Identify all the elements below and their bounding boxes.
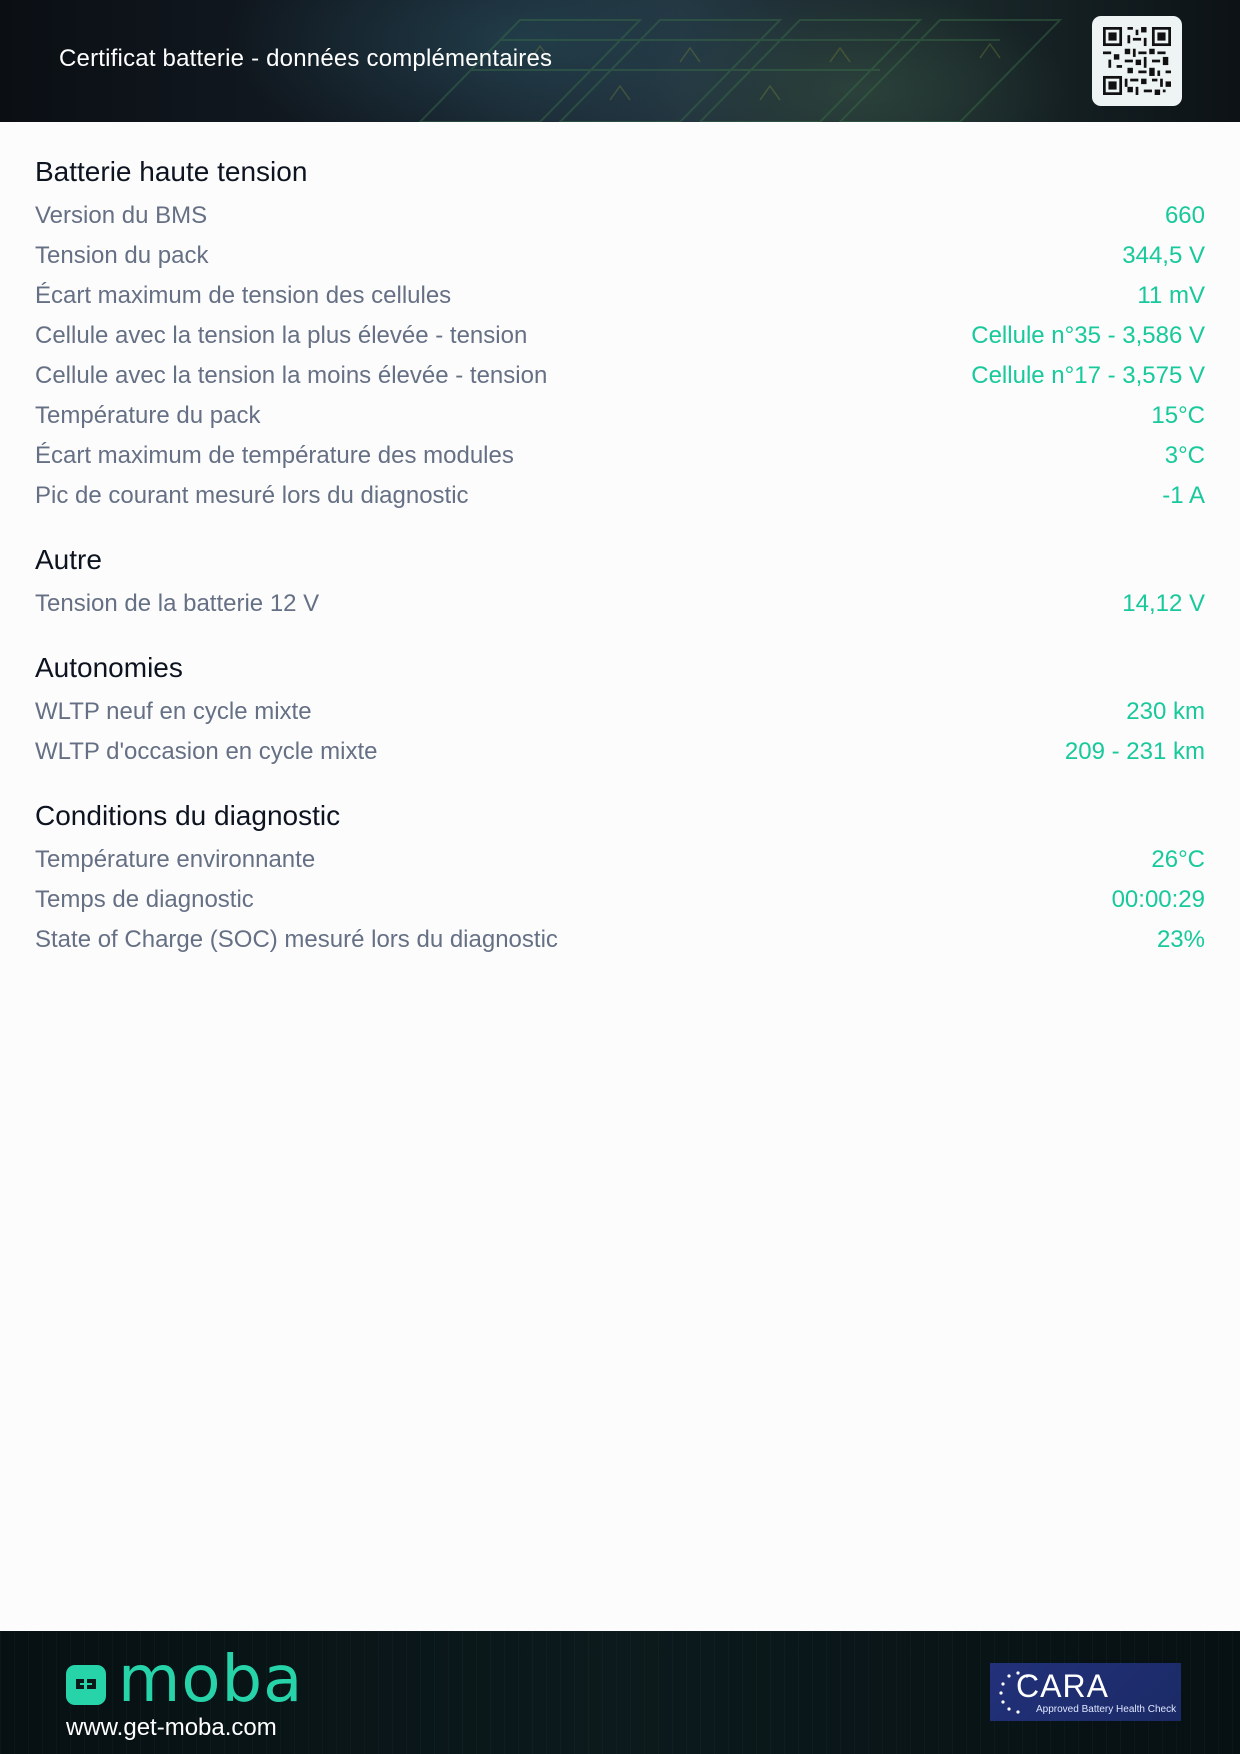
row-label: Écart maximum de tension des cellules <box>35 282 452 309</box>
data-row <box>35 732 1205 772</box>
row-value: 11 mV <box>1137 282 1205 309</box>
row-label: Pic de courant mesuré lors du diagnostic <box>35 482 469 509</box>
row-value: 15°C <box>1151 402 1205 429</box>
row-label: State of Charge (SOC) mesuré lors du diagnostic <box>35 926 558 953</box>
page-header <box>0 0 1240 122</box>
website-link[interactable]: www.get-moba.com <box>66 1714 277 1741</box>
data-row <box>35 476 1205 516</box>
row-value: Cellule n°17 - 3,575 V <box>971 362 1205 389</box>
section-conditions-du-diagnostic <box>35 794 1205 960</box>
row-value: -1 A <box>1162 482 1205 509</box>
brand-name: moba <box>118 1643 304 1717</box>
row-value: 23% <box>1156 926 1205 953</box>
row-label: Version du BMS <box>35 202 208 229</box>
row-label: Cellule avec la tension la moins élevée - tension <box>35 362 548 389</box>
cara-certification-badge <box>990 1663 1181 1721</box>
data-row <box>35 356 1205 396</box>
row-label: Tension de la batterie 12 V <box>35 590 320 617</box>
data-row <box>35 692 1205 732</box>
row-value: 3°C <box>1164 442 1205 469</box>
section-title: Autonomies <box>35 652 183 683</box>
section-title: Conditions du diagnostic <box>35 800 341 831</box>
row-value: 344,5 V <box>1122 242 1205 269</box>
row-value: 26°C <box>1151 846 1205 873</box>
row-label: Temps de diagnostic <box>35 886 254 913</box>
certification-tagline: Approved Battery Health Check <box>1036 1704 1177 1715</box>
certification-name: CARA <box>1016 1668 1109 1704</box>
qr-code-icon <box>1103 27 1171 95</box>
row-value: 00:00:29 <box>1111 886 1205 913</box>
row-label: WLTP neuf en cycle mixte <box>35 698 312 725</box>
page-footer <box>0 1631 1240 1754</box>
row-value: Cellule n°35 - 3,586 V <box>971 322 1205 349</box>
data-row <box>35 396 1205 436</box>
data-row <box>35 236 1205 276</box>
row-value: 660 <box>1164 202 1205 229</box>
row-value: 230 km <box>1126 698 1205 725</box>
row-label: Tension du pack <box>35 242 209 269</box>
section-autonomies <box>35 646 1205 772</box>
row-label: WLTP d'occasion en cycle mixte <box>35 738 378 765</box>
data-row <box>35 276 1205 316</box>
data-row <box>35 316 1205 356</box>
section-autre <box>35 538 1205 624</box>
data-row <box>35 584 1205 624</box>
moba-logo[interactable] <box>66 1643 306 1717</box>
data-row <box>35 436 1205 476</box>
row-label: Cellule avec la tension la plus élevée - tension <box>35 322 528 349</box>
row-value: 14,12 V <box>1122 590 1205 617</box>
section-title: Autre <box>35 544 102 575</box>
moba-mark-icon <box>66 1665 106 1705</box>
section-title: Batterie haute tension <box>35 156 308 187</box>
page-title: Certificat batterie - données complémentaires <box>59 45 553 72</box>
data-row <box>35 920 1205 960</box>
row-value: 209 - 231 km <box>1064 738 1205 765</box>
data-row <box>35 196 1205 236</box>
qr-code[interactable] <box>1092 16 1182 106</box>
data-row <box>35 880 1205 920</box>
row-label: Température du pack <box>35 402 261 429</box>
row-label: Écart maximum de température des modules <box>35 442 514 469</box>
row-label: Température environnante <box>35 846 316 873</box>
report-content <box>35 150 1205 982</box>
section-batterie-haute-tension <box>35 150 1205 516</box>
data-row <box>35 840 1205 880</box>
